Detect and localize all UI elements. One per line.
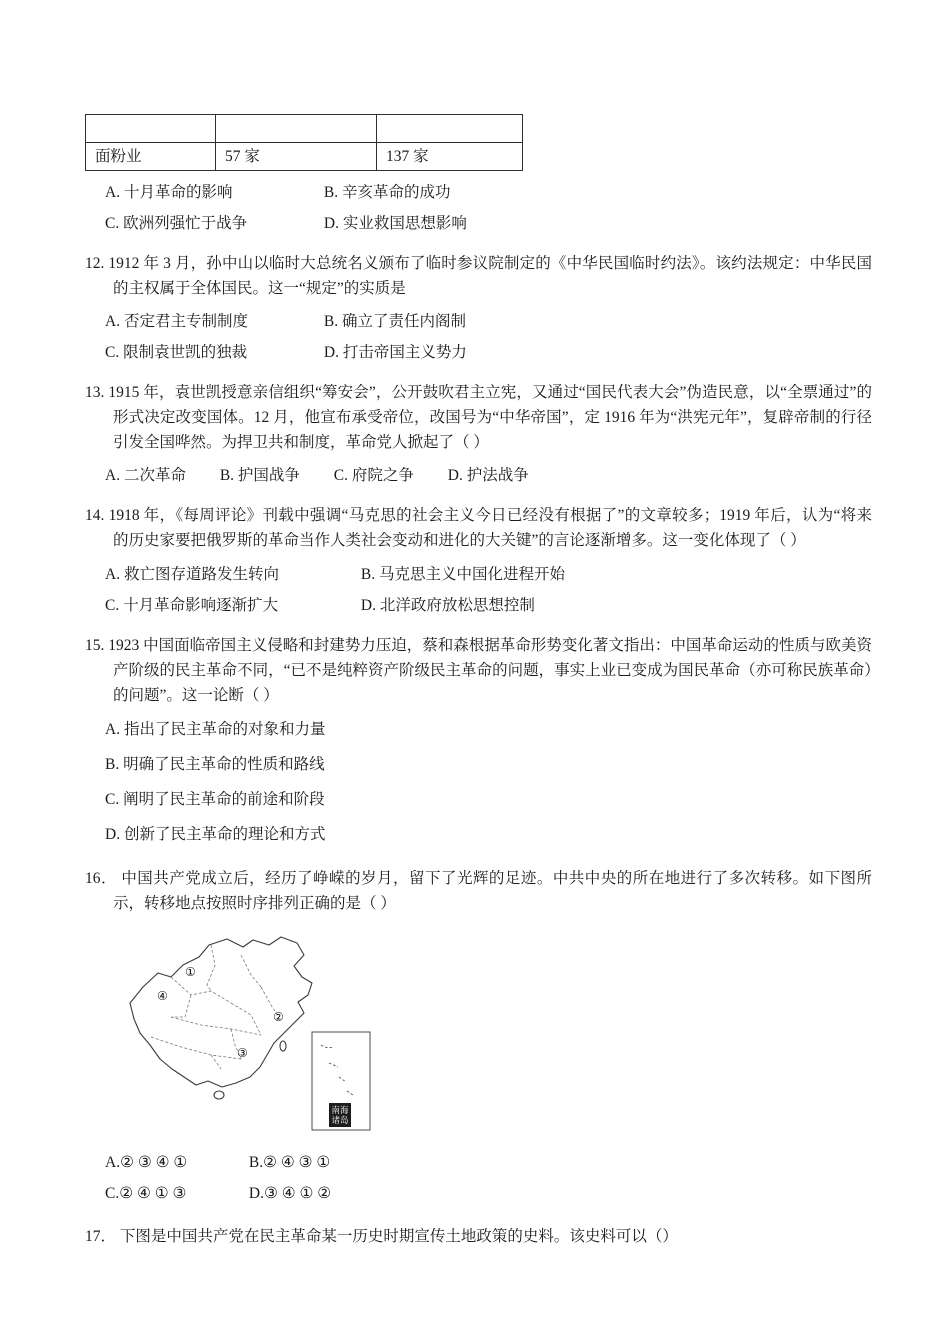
question-12	[85, 251, 872, 301]
map-marker-1: ①	[185, 965, 196, 979]
question-16	[85, 866, 872, 916]
option-a: A. 十月革命的影响	[105, 184, 233, 201]
q12-options-row-1	[85, 309, 872, 335]
question-text: 中国共产党成立后，经历了峥嵘的岁月，留下了光辉的足迹。中共中央的所在地进行了多次转移。如下图所示，转移地点按照时序排列正确的是（ ）	[113, 870, 872, 912]
option-c: C. 限制袁世凯的独裁	[105, 344, 248, 361]
option-a: A. 救亡图存道路发生转向	[105, 566, 279, 583]
question-text: 1915 年，袁世凯授意亲信组织“筹安会”，公开鼓吹君主立宪，又通过“国民代表大会”伪造民意，以“全票通过”的形式决定改变国体。12 月，他宣布承受帝位，改国号为“中华帝国”，定 1916 年为“洪宪元年”，复辟帝制的行径引发全国哗然。为捍卫共和制度，革命党人掀起了（ ）	[108, 384, 873, 451]
question-number: 15.	[85, 637, 105, 654]
table-cell: 面粉业	[86, 143, 216, 171]
option-c: C. 府院之争	[333, 467, 414, 484]
taiwan-island	[280, 1041, 286, 1051]
option-d: D. 实业救国思想影响	[323, 215, 467, 232]
question-15	[85, 633, 872, 708]
map-marker-3: ③	[237, 1046, 248, 1060]
province-border	[211, 1055, 221, 1069]
table-cell	[377, 115, 523, 143]
table-cell: 137 家	[377, 143, 523, 171]
province-border	[207, 945, 215, 991]
question-text: 1918 年，《每周评论》刊载中强调“马克思的社会主义今日已经没有根据了”的文章较多；1919 年后，认为“将来的历史家要把俄罗斯的革命当作人类社会变动和进化的大关键”的言论逐渐增多。这一变化体现了（ ）	[108, 507, 872, 549]
province-border	[171, 977, 231, 1003]
table-row	[86, 143, 523, 171]
table-row	[86, 115, 523, 143]
table-cell: 57 家	[216, 143, 377, 171]
question-text: 下图是中国共产党在民主革命某一历史时期宣传土地政策的史料。该史料可以（）	[119, 1228, 678, 1245]
option-a: A. 指出了民主革命的对象和力量	[105, 721, 326, 738]
question-text: 1923 中国面临帝国主义侵略和封建势力压迫，蔡和森根据革命形势变化著文指出：中国革命运动的性质与欧美资产阶级的民主革命不同，“已不是纯粹资产阶级民主革命的问题，事实上业已变成为国民革命（亦可称民族革命）的问题”。这一论断（ ）	[108, 637, 872, 704]
question-14	[85, 503, 872, 553]
option-d: D.③ ④ ① ②	[248, 1185, 332, 1202]
option-c: C. 十月革命影响逐渐扩大	[105, 597, 279, 614]
table-cell	[216, 115, 377, 143]
option-a: A. 二次革命	[105, 467, 186, 484]
province-border	[171, 995, 191, 1017]
question-number: 13.	[85, 384, 105, 401]
option-b: B.② ④ ③ ①	[248, 1154, 331, 1171]
province-border	[151, 1037, 241, 1059]
option-d: D. 创新了民主革命的理论和方式	[105, 826, 326, 843]
statistics-table	[85, 114, 523, 171]
q15-option-c	[85, 787, 872, 813]
option-d: D. 打击帝国主义势力	[323, 344, 467, 361]
map-marker-2: ②	[273, 1010, 284, 1024]
hainan-island	[214, 1091, 224, 1099]
map-marker-4: ④	[157, 989, 168, 1003]
q15-option-d	[85, 822, 872, 848]
question-number: 12.	[85, 255, 105, 272]
china-map	[113, 925, 373, 1132]
q14-options-row-2	[85, 593, 872, 619]
option-d: D. 护法战争	[447, 467, 529, 484]
question-13	[85, 380, 872, 455]
option-c: C.② ④ ① ③	[105, 1185, 187, 1202]
inset-label-line2: 诸岛	[331, 1116, 349, 1126]
q11-options-row-2	[85, 211, 872, 237]
q11-options-row-1	[85, 180, 872, 206]
option-b: B. 辛亥革命的成功	[323, 184, 451, 201]
option-d: D. 北洋政府放松思想控制	[360, 597, 535, 614]
question-number: 17．	[85, 1228, 117, 1245]
china-coastline	[130, 937, 312, 1087]
q15-option-b	[85, 752, 872, 778]
q16-options-row-2	[85, 1181, 872, 1207]
option-b: B. 马克思主义中国化进程开始	[360, 566, 565, 583]
question-number: 16．	[85, 870, 117, 887]
province-border	[241, 955, 261, 987]
province-border	[171, 1017, 261, 1035]
q15-option-a	[85, 717, 872, 743]
question-text: 1912 年 3 月，孙中山以临时大总统名义颁布了临时参议院制定的《中华民国临时约法》。该约法规定：中华民国的主权属于全体国民。这一“规定”的实质是	[108, 255, 872, 297]
q12-options-row-2	[85, 340, 872, 366]
option-c: C. 阐明了民主革命的前途和阶段	[105, 791, 325, 808]
option-a: A. 否定君主专制制度	[105, 313, 248, 330]
option-a: A.② ③ ④ ①	[105, 1154, 188, 1171]
q13-options-row	[85, 463, 872, 489]
question-17	[85, 1224, 872, 1249]
option-c: C. 欧洲列强忙于战争	[105, 215, 248, 232]
option-b: B. 护国战争	[219, 467, 300, 484]
question-number: 14.	[85, 507, 105, 524]
option-b: B. 明确了民主革命的性质和路线	[105, 756, 325, 773]
inset-label-line1: 南海	[331, 1106, 349, 1116]
q16-options-row-1	[85, 1150, 872, 1176]
q14-options-row-1	[85, 562, 872, 588]
table-cell	[86, 115, 216, 143]
china-map-figure	[113, 925, 375, 1140]
option-b: B. 确立了责任内阁制	[323, 313, 466, 330]
